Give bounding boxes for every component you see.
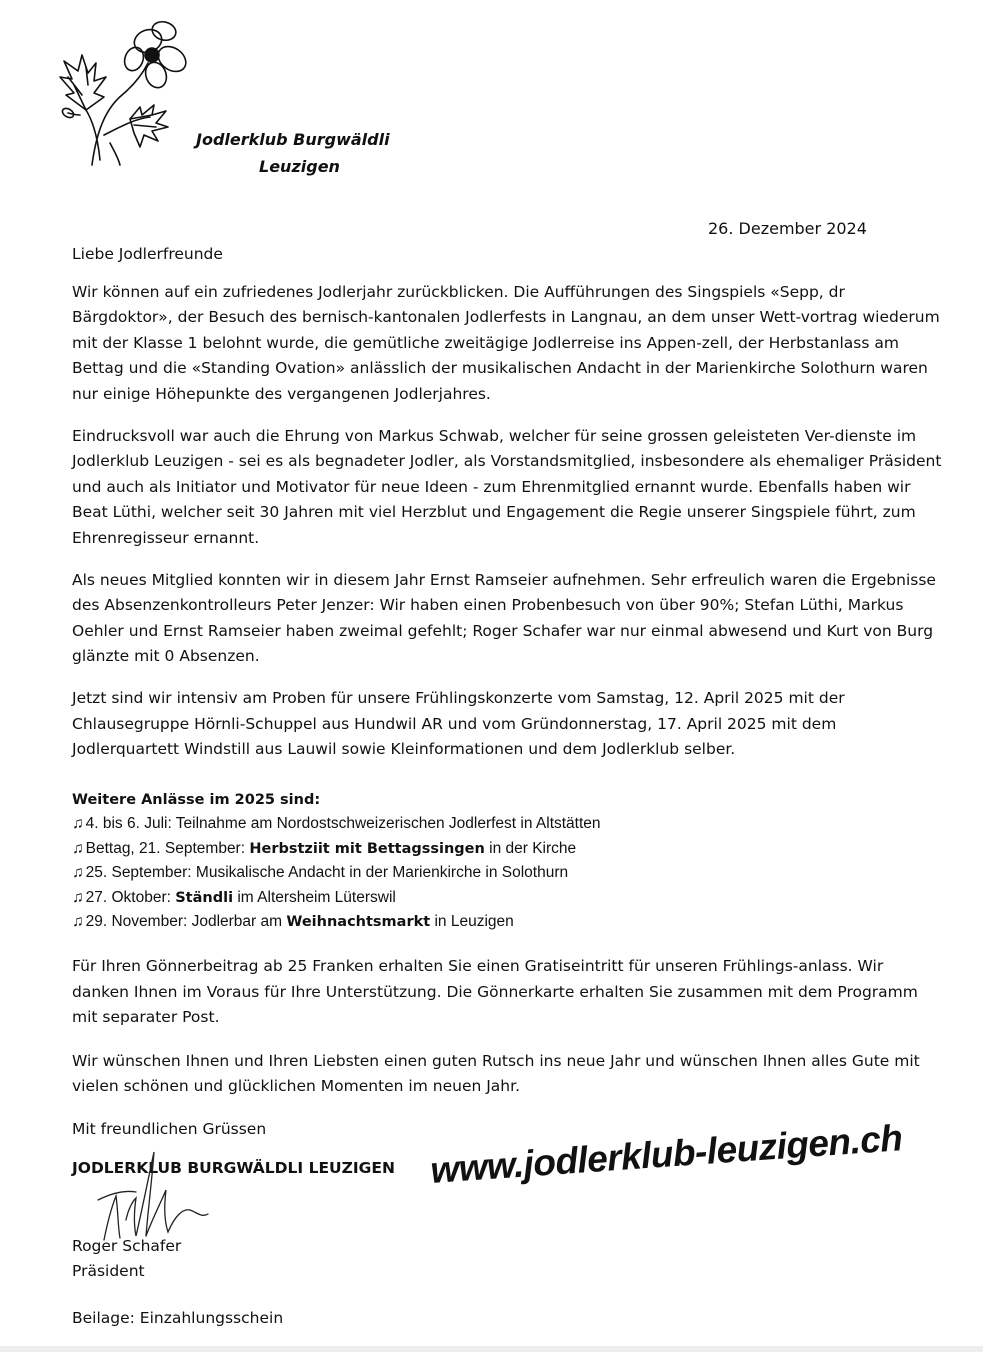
music-note-icon: ♫ [72,913,84,931]
event-item: ♫ 4. bis 6. Juli: Teilnahme am Nordostschweizerischen Jodlerfest in Altstätten [72,815,601,833]
music-note-icon: ♫ [72,839,84,857]
signer-name: Roger Schafer [72,1237,182,1255]
event-item: ♫ 25. September: Musikalische Andacht in der Marienkirche in Solothurn [72,864,569,882]
paragraph-2: Eindrucksvoll war auch die Ehrung von Markus Schwab, welcher für seine grossen geleisteten Ver-dienste im Jodlerklub Leuzigen - sei es als begnadeter Jodler, als Vorstandsmitglied, insbesondere als ehemaliger Präsident und auch als Initiator und Motivator für neue Ideen - zum Ehrenmitglied ernannt wurde. Ebenfalls haben wir Beat Lüthi, welcher seit 30 Jahren mit viel Herzblut und Engagement die Regie unserer Singspiele führt, zum Ehrenregisseur ernannt. [72,426,942,547]
closing-body [72,954,942,1118]
club-signature-line: JODLERKLUB BURGWÄLDLI LEUZIGEN [72,1159,395,1177]
club-name-line1: Jodlerklub Burgwäldli [196,130,390,149]
letter-date: 26. Dezember 2024 [708,219,867,238]
letter-body [72,242,942,779]
event-item: ♫ 27. Oktober: Ständli im Altersheim Lüterswil [72,888,396,906]
sponsor-paragraph: Für Ihren Gönnerbeitrag ab 25 Franken erhalten Sie einen Gratiseintritt für unseren Frühlings-anlass. Wir danken Ihnen im Voraus für Ihre Unterstützung. Die Gönnerkarte erhalten Sie zusammen mit dem Programm mit separater Post. [72,957,918,1027]
events-heading: Weitere Anlässe im 2025 sind: [72,792,321,808]
flower-logo-icon [30,15,190,175]
event-item: ♫ 29. November: Jodlerbar am Weihnachtsmarkt in Leuzigen [72,913,514,931]
wishes-paragraph: Wir wünschen Ihnen und Ihren Liebsten einen guten Rutsch ins neue Jahr und wünschen Ihnen alles Gute mit vielen schönen und glücklichen Momenten im neuen Jahr. [72,1051,920,1096]
enclosure-note: Beilage: Einzahlungsschein [72,1309,284,1327]
paragraph-3: Als neues Mitglied konnten wir in diesem Jahr Ernst Ramseier aufnehmen. Sehr erfreulich waren die Ergebnisse des Absenzenkontrolleurs Peter Jenzer: Wir haben einen Probenbesuch von über 90%; Stefan Lüthi, Markus Oehler und Ernst Ramseier haben zweimal gefehlt; Roger Schafer war nur einmal abwesend und Kurt von Burg glänzte mit 0 Absenzen. [72,570,936,666]
handwritten-signature [90,1140,220,1250]
music-note-icon: ♫ [72,815,84,833]
club-name [196,126,390,180]
website-url[interactable]: www.jodlerklub-leuzigen.ch [429,1117,904,1192]
music-note-icon: ♫ [72,888,84,906]
signer-title: Präsident [72,1262,145,1280]
salutation: Liebe Jodlerfreunde [72,245,223,263]
event-item: ♫ Bettag, 21. September: Herbstziit mit Bettagssingen in der Kirche [72,839,577,857]
page-bottom-band [0,1346,983,1352]
paragraph-4: Jetzt sind wir intensiv am Proben für unsere Frühlingskonzerte vom Samstag, 12. April 2025 mit der Chlausegruppe Hörnli-Schuppel aus Hundwil AR und vom Gründonnerstag, 17. April 2025 mit dem Jodlerquartett Windstill aus Lauwil sowie Kleinformationen und dem Jodlerklub selber. [72,688,845,759]
music-note-icon: ♫ [72,864,84,882]
club-name-line2: Leuzigen [259,157,340,176]
events-list [72,789,942,934]
closing-greeting: Mit freundlichen Grüssen [72,1120,267,1138]
paragraph-1: Wir können auf ein zufriedenes Jodlerjahr zurückblicken. Die Aufführungen des Singspiels «Sepp, dr Bärgdoktor», der Besuch des bernisch-kantonalen Jodlerfests in Langnau, an dem unser Wett-vortrag wiederum mit der Klasse 1 belohnt wurde, die gemütliche zweitägige Jodlerreise ins Appen-zell, der Herbstanlass am Bettag und die «Standing Ovation» anlässlich der musikalischen Andacht in der Marienkirche Solothurn waren nur einige Höhepunkte des vergangenen Jodlerjahres. [72,282,940,403]
